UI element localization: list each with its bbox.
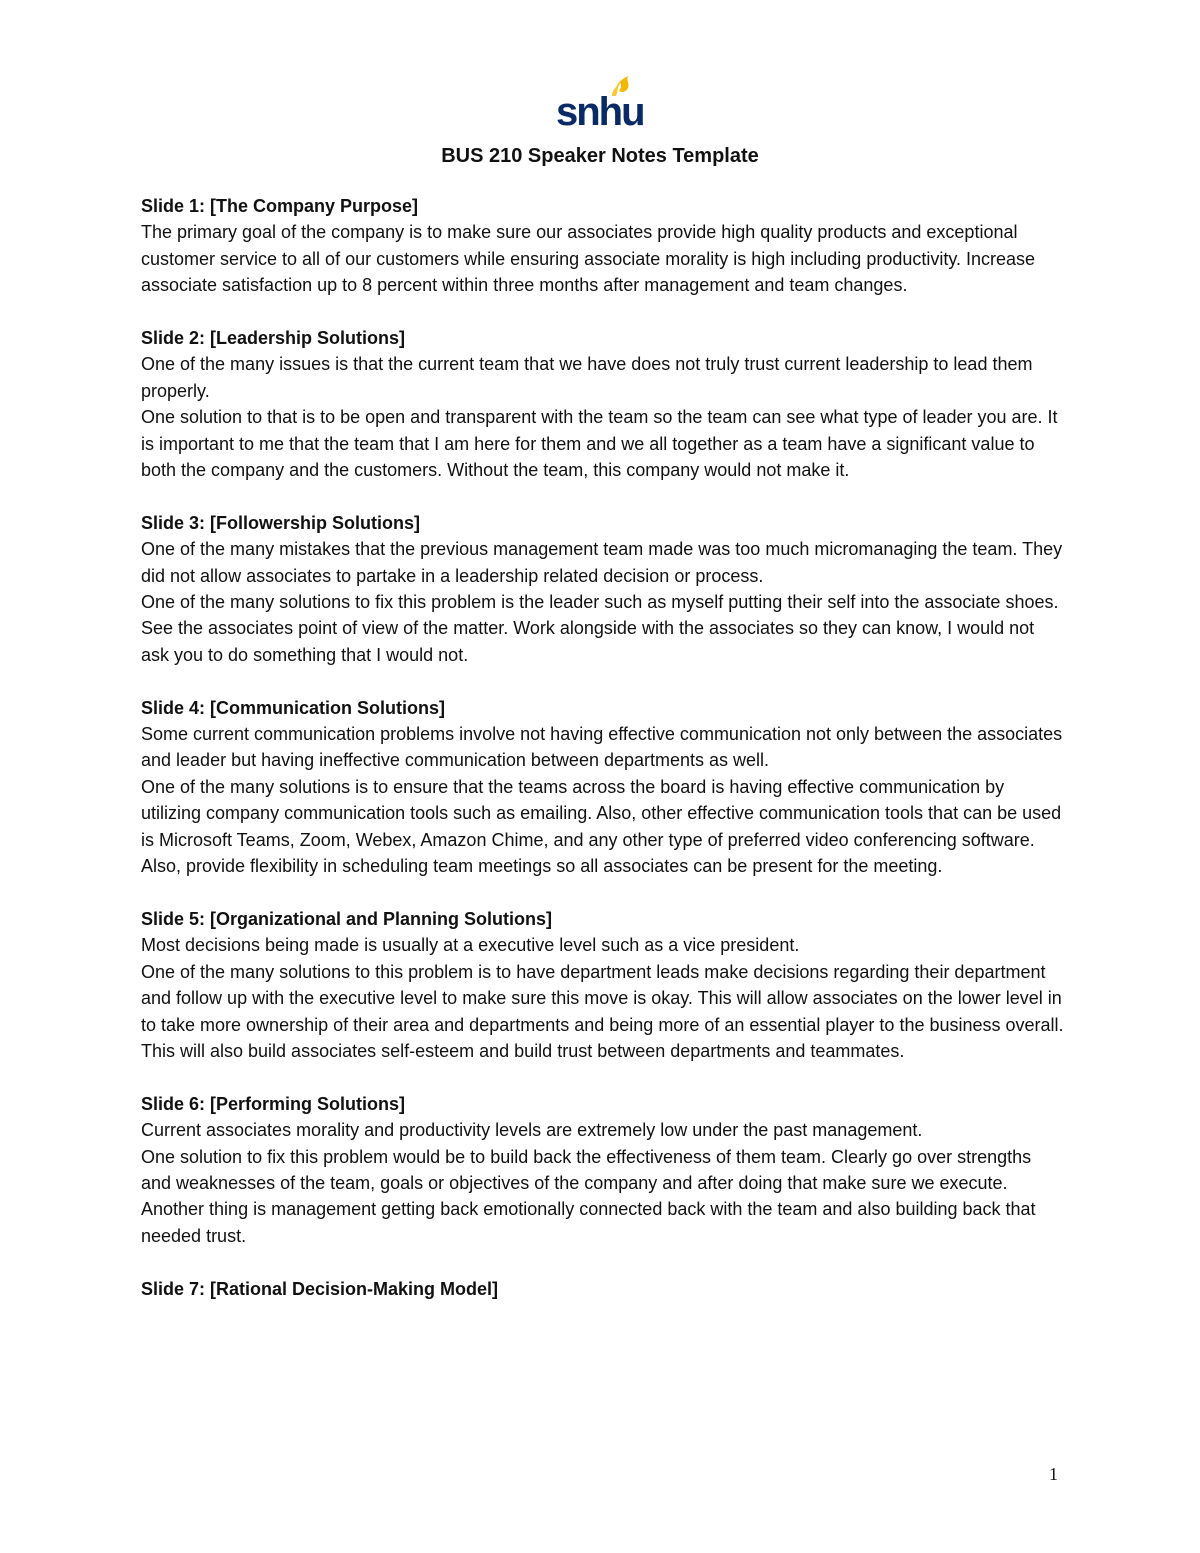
slide-note-paragraph: One solution to that is to be open and transparent with the team so the team can see what type of leader you are. It is important to me that the team that I am here for them and we all together as a team have a significant value to both the company and the customers. Without the team, this company would not make it. — [141, 407, 1058, 481]
slide-section — [141, 1276, 1066, 1302]
slide-note-paragraph: One of the many solutions is to ensure that the teams across the board is having effective communication by utilizing company communication tools such as emailing. Also, other effective communication tools that can be used is Microsoft Teams, Zoom, Webex, Amazon Chime, and any other type of preferred video conferencing software. Also, provide flexibility in scheduling team meetings so all associates can be present for the meeting. — [141, 776, 1062, 877]
slide-note-paragraph: The primary goal of the company is to make sure our associates provide high quality products and exceptional customer service to all of our customers while ensuring associate morality is high including productivity. Increase associate satisfaction up to 8 percent within three months after management and team changes. — [141, 222, 1036, 296]
slide-note-paragraph: One of the many solutions to this problem is to have department leads make decisions regarding their department and follow up with the executive level to make sure this move is okay. This will allow associates on the lower level in to take more ownership of their area and departments and being more of an essential player to the business overall. This will also build associates self-esteem and build trust between departments and teammates. — [141, 961, 1064, 1061]
snhu-logo — [556, 72, 644, 134]
slide-heading: Slide 6: [Performing Solutions] — [141, 1093, 406, 1114]
slide-note-paragraph: Current associates morality and productivity levels are extremely low under the past management. — [141, 1120, 923, 1141]
slide-heading: Slide 7: [Rational Decision-Making Model] — [141, 1278, 499, 1299]
slide-note-paragraph: One of the many mistakes that the previous management team made was too much micromanaging the team. They did not allow associates to partake in a leadership related decision or process. — [141, 539, 1063, 586]
slide-note-paragraph: Some current communication problems involve not having effective communication not only between the associates and leader but having ineffective communication between departments as well. — [141, 724, 1063, 771]
slide-heading: Slide 4: [Communication Solutions] — [141, 697, 446, 718]
slide-note-paragraph: Most decisions being made is usually at a executive level such as a vice president. — [141, 935, 800, 956]
slide-heading: Slide 1: [The Company Purpose] — [141, 196, 419, 216]
slide-heading: Slide 3: [Followership Solutions] — [141, 512, 421, 533]
page-number: 1 — [1049, 1464, 1058, 1484]
slide-section — [141, 193, 1066, 299]
slide-section — [141, 906, 1066, 1064]
slide-section — [141, 1091, 1066, 1249]
slide-heading: Slide 2: [Leadership Solutions] — [141, 328, 406, 349]
slide-note-paragraph: One solution to fix this problem would be to build back the effectiveness of them team. Clearly go over strengths and weaknesses of the team, goals or objectives of the company and after doing that make sure we execute. Another thing is management getting back emotionally connected back with the team and also building back that needed trust. — [141, 1146, 1036, 1246]
logo-wordmark: snhu — [556, 90, 644, 134]
slide-note-paragraph: One of the many solutions to fix this problem is the leader such as myself putting their self into the associate shoes. See the associates point of view of the matter. Work alongside with the associates so they can know, I would not ask you to do something that I would not. — [141, 592, 1059, 665]
slide-heading: Slide 5: [Organizational and Planning Solutions] — [141, 908, 553, 929]
slide-section — [141, 325, 1066, 483]
slide-section — [141, 695, 1066, 880]
document-title: BUS 210 Speaker Notes Template — [441, 145, 759, 167]
document-body — [141, 193, 1066, 1302]
slide-note-paragraph: One of the many issues is that the current team that we have does not truly trust current leadership to lead them properly. — [141, 354, 1033, 401]
slide-section — [141, 510, 1066, 668]
